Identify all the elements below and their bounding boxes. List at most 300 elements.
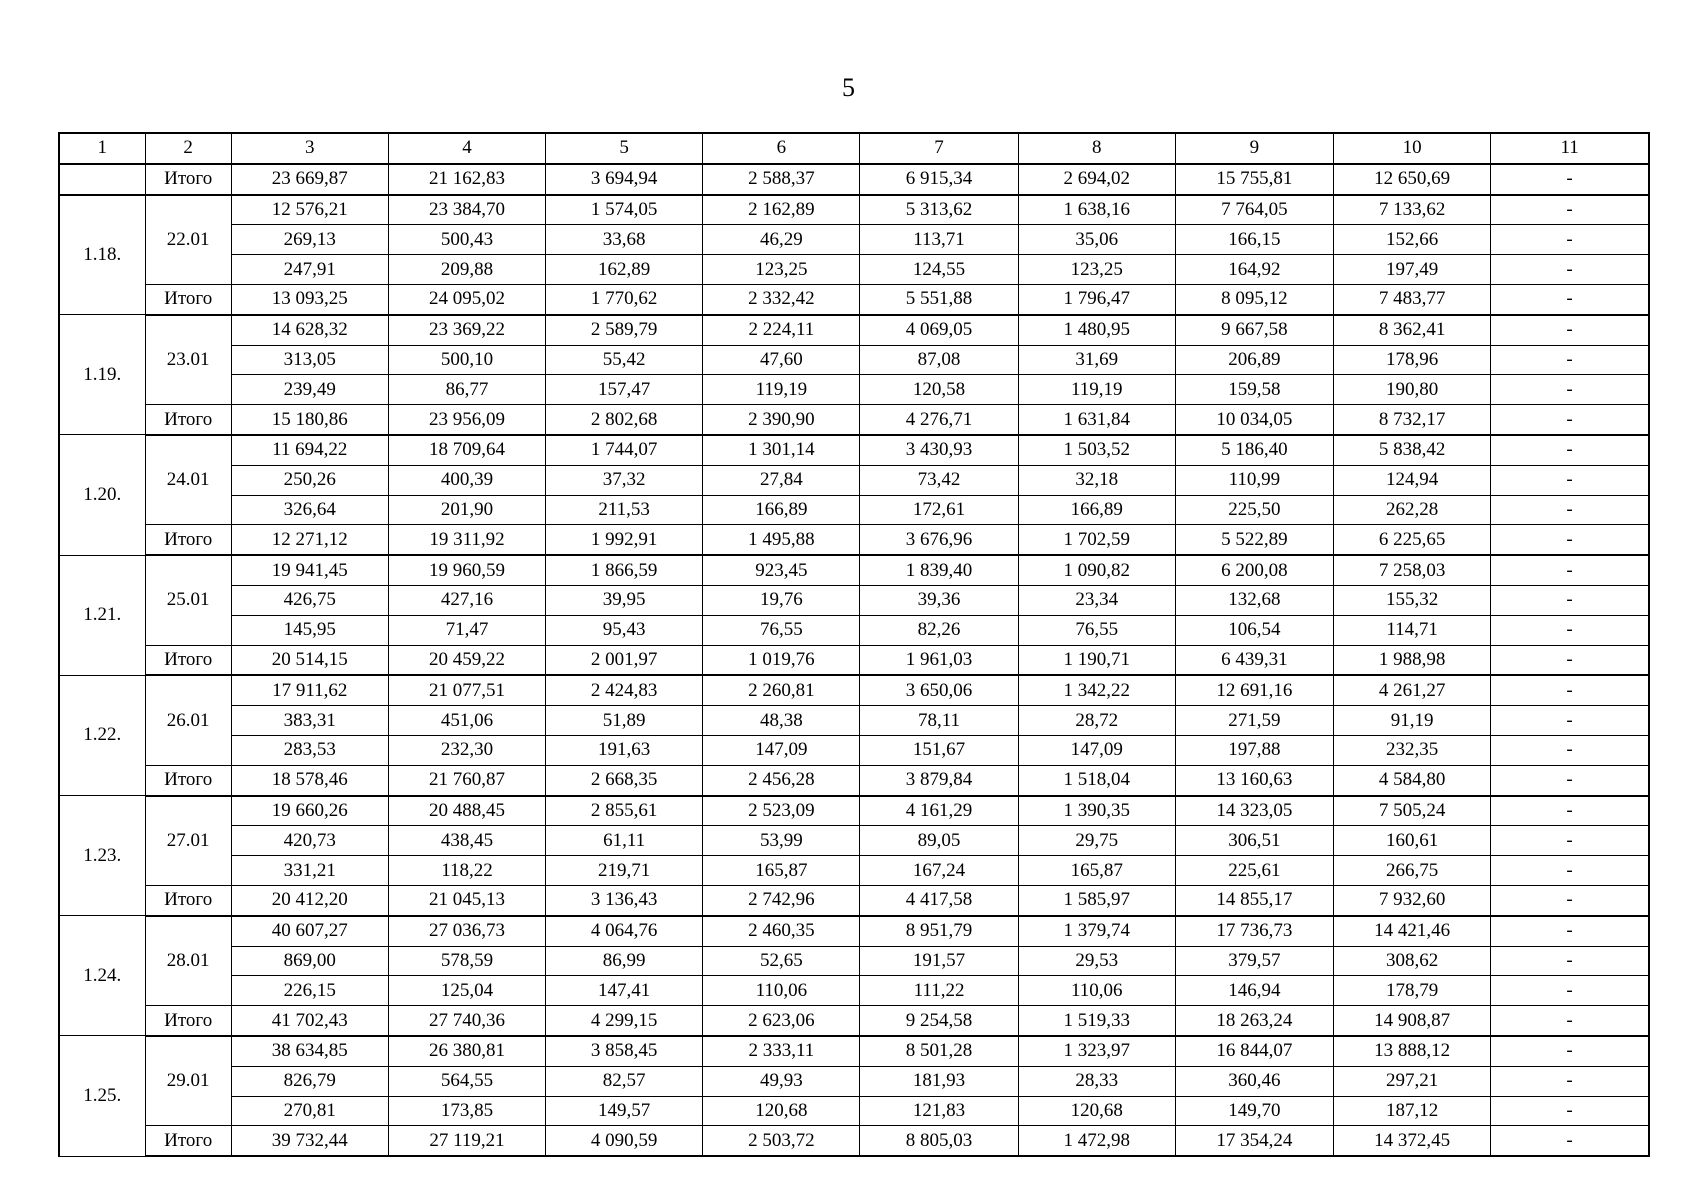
table-cell: - xyxy=(1491,405,1649,435)
column-header: 9 xyxy=(1175,133,1333,164)
table-cell: 578,59 xyxy=(388,946,545,976)
table-cell: 76,55 xyxy=(703,615,860,645)
table-cell: 166,89 xyxy=(1018,495,1175,525)
table-cell: 7 133,62 xyxy=(1334,195,1491,225)
table-cell: 451,06 xyxy=(388,706,545,736)
table-cell: 147,09 xyxy=(703,735,860,765)
table-cell: 383,31 xyxy=(231,706,388,736)
table-cell: 10 034,05 xyxy=(1175,405,1333,435)
table-cell: 8 501,28 xyxy=(860,1036,1018,1066)
table-cell: 61,11 xyxy=(546,826,703,856)
empty-cell xyxy=(59,164,145,195)
table-cell: 5 313,62 xyxy=(860,195,1018,225)
table-cell: 166,15 xyxy=(1175,225,1333,255)
table-cell: - xyxy=(1491,735,1649,765)
table-cell: 8 732,17 xyxy=(1334,405,1491,435)
total-label: Итого xyxy=(145,164,231,195)
table-cell: 91,19 xyxy=(1334,706,1491,736)
table-cell: 123,25 xyxy=(1018,255,1175,285)
table-row xyxy=(59,195,1649,225)
table-cell: 73,42 xyxy=(860,465,1018,495)
total-row xyxy=(59,1126,1649,1156)
total-row xyxy=(59,765,1649,795)
total-row xyxy=(59,1006,1649,1036)
table-cell: - xyxy=(1491,555,1649,585)
table-cell: 1 866,59 xyxy=(546,555,703,585)
table-cell: 13 888,12 xyxy=(1334,1036,1491,1066)
table-cell: 124,55 xyxy=(860,255,1018,285)
table-cell: 13 160,63 xyxy=(1175,765,1333,795)
table-cell: 1 988,98 xyxy=(1334,645,1491,675)
table-cell: 7 932,60 xyxy=(1334,885,1491,915)
table-cell: 155,32 xyxy=(1334,585,1491,615)
table-row xyxy=(59,495,1649,525)
table-cell: - xyxy=(1491,796,1649,826)
table-cell: 121,83 xyxy=(860,1096,1018,1126)
table-cell: 14 855,17 xyxy=(1175,885,1333,915)
table-cell: - xyxy=(1491,645,1649,675)
data-table xyxy=(58,132,1650,1157)
table-cell: 187,12 xyxy=(1334,1096,1491,1126)
table-row xyxy=(59,675,1649,705)
table-cell: 49,93 xyxy=(703,1066,860,1096)
table-cell: 21 162,83 xyxy=(388,164,545,195)
table-cell: - xyxy=(1491,1006,1649,1036)
table-cell: 46,29 xyxy=(703,225,860,255)
table-cell: 1 519,33 xyxy=(1018,1006,1175,1036)
table-cell: 15 180,86 xyxy=(231,405,388,435)
table-cell: 6 915,34 xyxy=(860,164,1018,195)
table-cell: 225,61 xyxy=(1175,856,1333,886)
table-cell: 201,90 xyxy=(388,495,545,525)
group-id-cell: 1.24. xyxy=(59,916,145,1036)
table-cell: - xyxy=(1491,706,1649,736)
table-cell: 262,28 xyxy=(1334,495,1491,525)
group-id-cell: 1.25. xyxy=(59,1036,145,1156)
table-row xyxy=(59,946,1649,976)
table-cell: 20 514,15 xyxy=(231,645,388,675)
table-cell: 165,87 xyxy=(1018,856,1175,886)
table-cell: 1 190,71 xyxy=(1018,645,1175,675)
table-cell: 331,21 xyxy=(231,856,388,886)
table-cell: 110,99 xyxy=(1175,465,1333,495)
table-cell: 6 225,65 xyxy=(1334,525,1491,555)
table-cell: 3 676,96 xyxy=(860,525,1018,555)
table-cell: 3 430,93 xyxy=(860,435,1018,465)
group-date-cell: 23.01 xyxy=(145,315,231,405)
table-cell: 14 908,87 xyxy=(1334,1006,1491,1036)
table-cell: - xyxy=(1491,916,1649,946)
table-cell: 3 879,84 xyxy=(860,765,1018,795)
table-cell: 111,22 xyxy=(860,976,1018,1006)
table-cell: 82,26 xyxy=(860,615,1018,645)
table-cell: 2 460,35 xyxy=(703,916,860,946)
table-row xyxy=(59,735,1649,765)
table-cell: 219,71 xyxy=(546,856,703,886)
column-header: 4 xyxy=(388,133,545,164)
table-cell: 1 631,84 xyxy=(1018,405,1175,435)
table-cell: 4 276,71 xyxy=(860,405,1018,435)
table-cell: 28,33 xyxy=(1018,1066,1175,1096)
table-row xyxy=(59,976,1649,1006)
table-cell: 28,72 xyxy=(1018,706,1175,736)
table-cell: 5 186,40 xyxy=(1175,435,1333,465)
table-cell: 211,53 xyxy=(546,495,703,525)
column-header: 11 xyxy=(1491,133,1649,164)
table-cell: 110,06 xyxy=(1018,976,1175,1006)
table-cell: 165,87 xyxy=(703,856,860,886)
table-cell: 15 755,81 xyxy=(1175,164,1333,195)
table-cell: 239,49 xyxy=(231,375,388,405)
table-cell: 271,59 xyxy=(1175,706,1333,736)
table-cell: 269,13 xyxy=(231,225,388,255)
table-cell: 197,49 xyxy=(1334,255,1491,285)
table-cell: 1 796,47 xyxy=(1018,284,1175,314)
table-cell: 7 505,24 xyxy=(1334,796,1491,826)
table-cell: 31,69 xyxy=(1018,345,1175,375)
table-cell: - xyxy=(1491,976,1649,1006)
table-cell: 427,16 xyxy=(388,585,545,615)
table-cell: 1 301,14 xyxy=(703,435,860,465)
total-label: Итого xyxy=(145,765,231,795)
table-cell: 2 260,81 xyxy=(703,675,860,705)
table-cell: 2 694,02 xyxy=(1018,164,1175,195)
table-cell: 71,47 xyxy=(388,615,545,645)
table-cell: - xyxy=(1491,345,1649,375)
group-id-cell: 1.20. xyxy=(59,435,145,555)
table-cell: 47,60 xyxy=(703,345,860,375)
column-header: 7 xyxy=(860,133,1018,164)
table-cell: 124,94 xyxy=(1334,465,1491,495)
table-cell: 1 503,52 xyxy=(1018,435,1175,465)
table-row xyxy=(59,796,1649,826)
table-cell: 1 495,88 xyxy=(703,525,860,555)
table-cell: 2 503,72 xyxy=(703,1126,860,1156)
table-cell: 8 805,03 xyxy=(860,1126,1018,1156)
table-cell: 39,36 xyxy=(860,585,1018,615)
table-cell: 106,54 xyxy=(1175,615,1333,645)
table-cell: 2 424,83 xyxy=(546,675,703,705)
column-header: 10 xyxy=(1334,133,1491,164)
group-id-cell: 1.23. xyxy=(59,796,145,916)
table-row xyxy=(59,315,1649,345)
table-cell: 360,46 xyxy=(1175,1066,1333,1096)
table-cell: - xyxy=(1491,1096,1649,1126)
table-header-row xyxy=(59,133,1649,164)
table-cell: 313,05 xyxy=(231,345,388,375)
table-cell: 35,06 xyxy=(1018,225,1175,255)
table-cell: 20 459,22 xyxy=(388,645,545,675)
table-cell: 3 694,94 xyxy=(546,164,703,195)
table-cell: 76,55 xyxy=(1018,615,1175,645)
total-label: Итого xyxy=(145,284,231,314)
table-cell: 2 162,89 xyxy=(703,195,860,225)
table-cell: - xyxy=(1491,435,1649,465)
table-row xyxy=(59,255,1649,285)
table-cell: 1 574,05 xyxy=(546,195,703,225)
table-cell: - xyxy=(1491,284,1649,314)
table-cell: 26 380,81 xyxy=(388,1036,545,1066)
table-cell: 2 855,61 xyxy=(546,796,703,826)
table-cell: 114,71 xyxy=(1334,615,1491,645)
table-cell: 826,79 xyxy=(231,1066,388,1096)
table-cell: 11 694,22 xyxy=(231,435,388,465)
table-cell: 132,68 xyxy=(1175,585,1333,615)
table-cell: 8 095,12 xyxy=(1175,284,1333,314)
table-cell: 2 001,97 xyxy=(546,645,703,675)
table-cell: 2 589,79 xyxy=(546,315,703,345)
table-cell: 1 770,62 xyxy=(546,284,703,314)
table-cell: 2 623,06 xyxy=(703,1006,860,1036)
table-cell: 39,95 xyxy=(546,585,703,615)
table-cell: 145,95 xyxy=(231,615,388,645)
table-cell: 5 838,42 xyxy=(1334,435,1491,465)
table-cell: 120,68 xyxy=(703,1096,860,1126)
table-cell: 27 119,21 xyxy=(388,1126,545,1156)
table-cell: 82,57 xyxy=(546,1066,703,1096)
table-cell: 438,45 xyxy=(388,826,545,856)
table-cell: 181,93 xyxy=(860,1066,1018,1096)
table-cell: 152,66 xyxy=(1334,225,1491,255)
group-id-cell: 1.19. xyxy=(59,315,145,435)
table-cell: 2 668,35 xyxy=(546,765,703,795)
table-cell: 4 584,80 xyxy=(1334,765,1491,795)
table-cell: 2 332,42 xyxy=(703,284,860,314)
table-cell: 27 740,36 xyxy=(388,1006,545,1036)
table-row xyxy=(59,225,1649,255)
group-date-cell: 26.01 xyxy=(145,675,231,765)
column-header: 5 xyxy=(546,133,703,164)
table-cell: 12 576,21 xyxy=(231,195,388,225)
table-cell: - xyxy=(1491,826,1649,856)
table-cell: 23 669,87 xyxy=(231,164,388,195)
table-cell: 4 161,29 xyxy=(860,796,1018,826)
table-cell: 6 439,31 xyxy=(1175,645,1333,675)
table-cell: 1 019,76 xyxy=(703,645,860,675)
table-cell: 500,43 xyxy=(388,225,545,255)
table-cell: 232,30 xyxy=(388,735,545,765)
table-cell: - xyxy=(1491,465,1649,495)
table-cell: 166,89 xyxy=(703,495,860,525)
table-cell: 923,45 xyxy=(703,555,860,585)
table-cell: 24 095,02 xyxy=(388,284,545,314)
table-cell: 113,71 xyxy=(860,225,1018,255)
table-row xyxy=(59,1036,1649,1066)
table-row xyxy=(59,615,1649,645)
table-cell: 157,47 xyxy=(546,375,703,405)
table-cell: 206,89 xyxy=(1175,345,1333,375)
table-cell: 86,99 xyxy=(546,946,703,976)
table-cell: 48,38 xyxy=(703,706,860,736)
table-cell: 225,50 xyxy=(1175,495,1333,525)
table-cell: 149,57 xyxy=(546,1096,703,1126)
table-cell: 178,96 xyxy=(1334,345,1491,375)
table-cell: 190,80 xyxy=(1334,375,1491,405)
table-cell: 167,24 xyxy=(860,856,1018,886)
table-cell: 23 369,22 xyxy=(388,315,545,345)
table-cell: 8 951,79 xyxy=(860,916,1018,946)
group-date-cell: 22.01 xyxy=(145,195,231,285)
table-cell: - xyxy=(1491,164,1649,195)
table-cell: 160,61 xyxy=(1334,826,1491,856)
total-label: Итого xyxy=(145,885,231,915)
table-cell: 1 585,97 xyxy=(1018,885,1175,915)
table-cell: 173,85 xyxy=(388,1096,545,1126)
table-cell: - xyxy=(1491,315,1649,345)
table-cell: 7 258,03 xyxy=(1334,555,1491,585)
total-row xyxy=(59,645,1649,675)
table-cell: 17 736,73 xyxy=(1175,916,1333,946)
table-cell: 21 077,51 xyxy=(388,675,545,705)
carry-total-row xyxy=(59,164,1649,195)
table-cell: - xyxy=(1491,495,1649,525)
table-cell: 250,26 xyxy=(231,465,388,495)
table-row xyxy=(59,916,1649,946)
table-cell: 12 691,16 xyxy=(1175,675,1333,705)
table-cell: 283,53 xyxy=(231,735,388,765)
table-cell: 95,43 xyxy=(546,615,703,645)
table-cell: - xyxy=(1491,615,1649,645)
total-row xyxy=(59,885,1649,915)
table-cell: - xyxy=(1491,1126,1649,1156)
table-cell: - xyxy=(1491,765,1649,795)
table-cell: 86,77 xyxy=(388,375,545,405)
table-cell: 123,25 xyxy=(703,255,860,285)
table-cell: 33,68 xyxy=(546,225,703,255)
table-cell: 1 839,40 xyxy=(860,555,1018,585)
table-cell: 19 941,45 xyxy=(231,555,388,585)
table-cell: 159,58 xyxy=(1175,375,1333,405)
table-cell: 120,58 xyxy=(860,375,1018,405)
table-cell: 19 960,59 xyxy=(388,555,545,585)
table-row xyxy=(59,706,1649,736)
total-row xyxy=(59,525,1649,555)
table-cell: 120,68 xyxy=(1018,1096,1175,1126)
table-cell: 147,09 xyxy=(1018,735,1175,765)
table-cell: 149,70 xyxy=(1175,1096,1333,1126)
table-cell: 125,04 xyxy=(388,976,545,1006)
table-cell: - xyxy=(1491,946,1649,976)
table-row xyxy=(59,375,1649,405)
table-cell: 18 709,64 xyxy=(388,435,545,465)
table-row xyxy=(59,585,1649,615)
table-cell: 29,75 xyxy=(1018,826,1175,856)
table-cell: 1 480,95 xyxy=(1018,315,1175,345)
table-cell: 1 961,03 xyxy=(860,645,1018,675)
table-cell: 17 354,24 xyxy=(1175,1126,1333,1156)
table-cell: 29,53 xyxy=(1018,946,1175,976)
table-cell: 16 844,07 xyxy=(1175,1036,1333,1066)
table-cell: 17 911,62 xyxy=(231,675,388,705)
table-cell: 20 488,45 xyxy=(388,796,545,826)
table-cell: 1 992,91 xyxy=(546,525,703,555)
table-cell: - xyxy=(1491,856,1649,886)
column-header: 8 xyxy=(1018,133,1175,164)
table-cell: 500,10 xyxy=(388,345,545,375)
table-cell: 178,79 xyxy=(1334,976,1491,1006)
table-cell: 51,89 xyxy=(546,706,703,736)
table-cell: 164,92 xyxy=(1175,255,1333,285)
table-cell: 4 417,58 xyxy=(860,885,1018,915)
table-cell: 20 412,20 xyxy=(231,885,388,915)
group-date-cell: 24.01 xyxy=(145,435,231,525)
table-cell: - xyxy=(1491,225,1649,255)
table-cell: 172,61 xyxy=(860,495,1018,525)
column-header: 1 xyxy=(59,133,145,164)
table-row xyxy=(59,345,1649,375)
table-cell: 4 069,05 xyxy=(860,315,1018,345)
table-cell: 400,39 xyxy=(388,465,545,495)
table-cell: 6 200,08 xyxy=(1175,555,1333,585)
total-label: Итого xyxy=(145,1126,231,1156)
table-cell: 1 518,04 xyxy=(1018,765,1175,795)
table-cell: 2 224,11 xyxy=(703,315,860,345)
table-cell: 1 744,07 xyxy=(546,435,703,465)
table-cell: 4 064,76 xyxy=(546,916,703,946)
column-header: 2 xyxy=(145,133,231,164)
table-cell: 191,63 xyxy=(546,735,703,765)
table-cell: 232,35 xyxy=(1334,735,1491,765)
table-cell: 53,99 xyxy=(703,826,860,856)
table-cell: 2 456,28 xyxy=(703,765,860,795)
table-cell: 5 551,88 xyxy=(860,284,1018,314)
table-cell: 2 523,09 xyxy=(703,796,860,826)
table-cell: - xyxy=(1491,195,1649,225)
table-cell: 21 045,13 xyxy=(388,885,545,915)
table-cell: 247,91 xyxy=(231,255,388,285)
table-cell: 27,84 xyxy=(703,465,860,495)
table-cell: 308,62 xyxy=(1334,946,1491,976)
table-cell: 2 742,96 xyxy=(703,885,860,915)
page-number: 5 xyxy=(842,73,855,102)
table-cell: 3 650,06 xyxy=(860,675,1018,705)
table-cell: 38 634,85 xyxy=(231,1036,388,1066)
table-cell: - xyxy=(1491,525,1649,555)
table-cell: 3 858,45 xyxy=(546,1036,703,1066)
table-cell: 4 090,59 xyxy=(546,1126,703,1156)
group-date-cell: 27.01 xyxy=(145,796,231,886)
table-cell: 306,51 xyxy=(1175,826,1333,856)
total-label: Итого xyxy=(145,1006,231,1036)
table-cell: 118,22 xyxy=(388,856,545,886)
table-row xyxy=(59,435,1649,465)
group-date-cell: 29.01 xyxy=(145,1036,231,1126)
table-cell: 110,06 xyxy=(703,976,860,1006)
table-cell: 326,64 xyxy=(231,495,388,525)
table-cell: 12 650,69 xyxy=(1334,164,1491,195)
table-cell: 1 472,98 xyxy=(1018,1126,1175,1156)
table-cell: 564,55 xyxy=(388,1066,545,1096)
table-row xyxy=(59,555,1649,585)
table-cell: 41 702,43 xyxy=(231,1006,388,1036)
table-cell: 146,94 xyxy=(1175,976,1333,1006)
table-cell: 89,05 xyxy=(860,826,1018,856)
table-cell: 1 090,82 xyxy=(1018,555,1175,585)
table-cell: 27 036,73 xyxy=(388,916,545,946)
table-cell: - xyxy=(1491,585,1649,615)
table-cell: 297,21 xyxy=(1334,1066,1491,1096)
table-cell: 266,75 xyxy=(1334,856,1491,886)
column-header: 3 xyxy=(231,133,388,164)
table-cell: 162,89 xyxy=(546,255,703,285)
table-cell: 9 254,58 xyxy=(860,1006,1018,1036)
table-body xyxy=(59,164,1649,1156)
table-cell: - xyxy=(1491,375,1649,405)
table-cell: 3 136,43 xyxy=(546,885,703,915)
table-cell: 37,32 xyxy=(546,465,703,495)
table-cell: 9 667,58 xyxy=(1175,315,1333,345)
table-cell: 191,57 xyxy=(860,946,1018,976)
